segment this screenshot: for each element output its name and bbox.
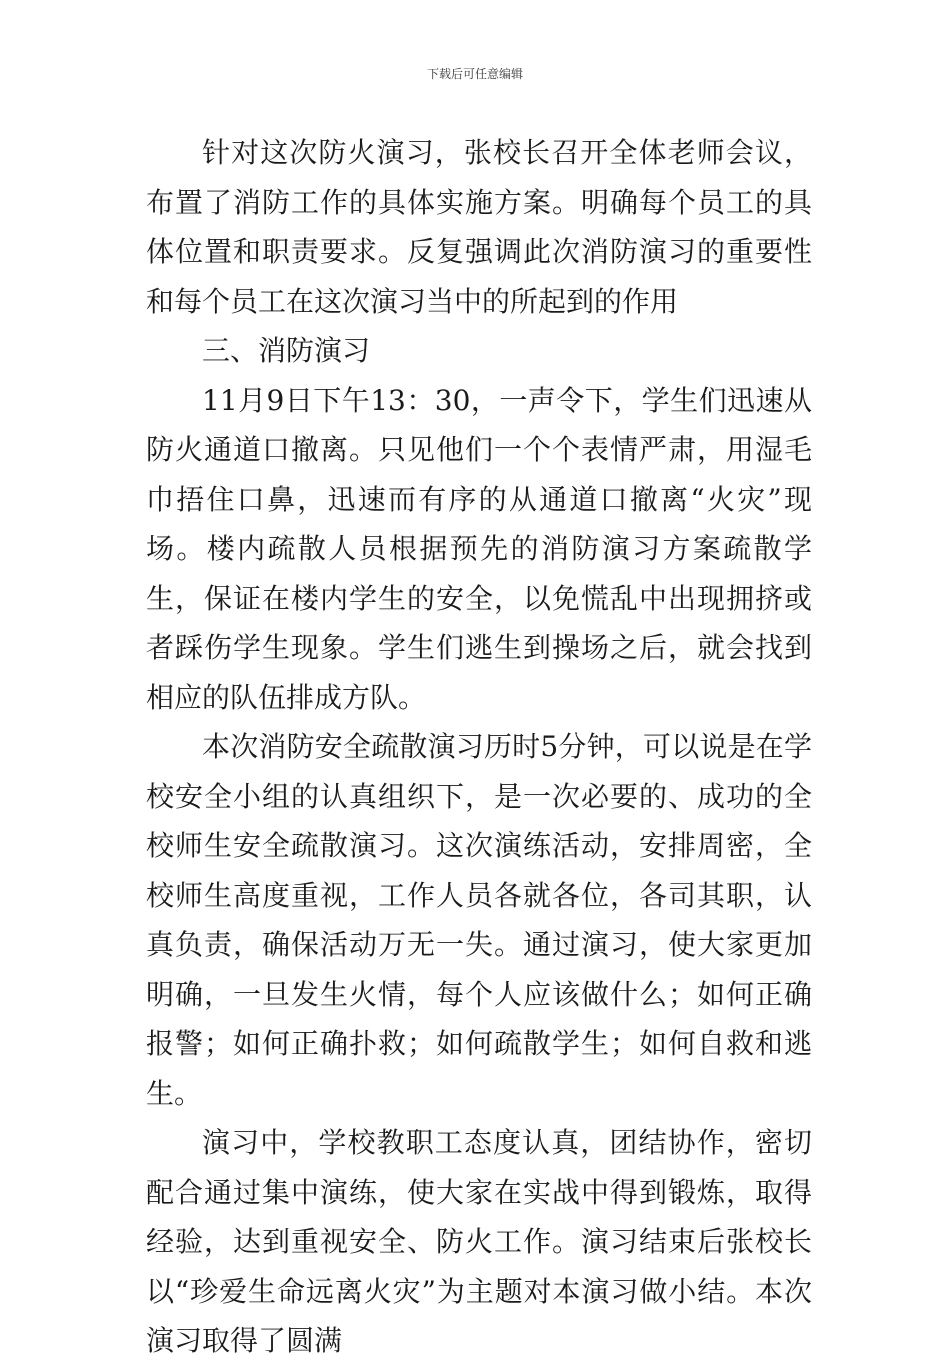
page-header-note: 下载后可任意编辑	[426, 67, 523, 81]
paragraph-conclusion: 演习中，学校教职工态度认真，团结协作，密切配合通过集中演练，使大家在实战中得到锻炼，取得经验，达到重视安全、防火工作。演习结束后张校长以“珍爱生命远离火灾”为主题对本演习做小结。本次演习取得了圆满	[146, 1126, 812, 1357]
paragraph-evacuation: 11月9日下午13：30，一声令下，学生们迅速从防火通道口撤离。只见他们一个个表情严肃，用湿毛巾捂住口鼻，迅速而有序的从通道口撤离“火灾”现场。楼内疏散人员根据预先的消防演习方案疏散学生，保证在楼内学生的安全，以免慌乱中出现拥挤或者踩伤学生现象。学生们逃生到操场之后，就会找到相应的队伍排成方队。	[146, 383, 812, 714]
paragraph-summary: 本次消防安全疏散演习历时5分钟，可以说是在学校安全小组的认真组织下，是一次必要的、成功的全校师生安全疏散演习。这次演练活动，安排周密，全校师生高度重视，工作人员各就各位，各司其职，认真负责，确保活动万无一失。通过演习，使大家更加明确，一旦发生火情，每个人应该做什么；如何正确报警；如何正确扑救；如何疏散学生；如何自救和逃生。	[146, 730, 812, 1110]
paragraph-meeting: 针对这次防火演习，张校长召开全体老师会议，布置了消防工作的具体实施方案。明确每个员工的具体位置和职责要求。反复强调此次消防演习的重要性和每个员工在这次演习当中的所起到的作用	[146, 136, 812, 318]
document-body	[146, 128, 812, 1366]
section-heading-fire-drill: 三、消防演习	[202, 334, 371, 367]
